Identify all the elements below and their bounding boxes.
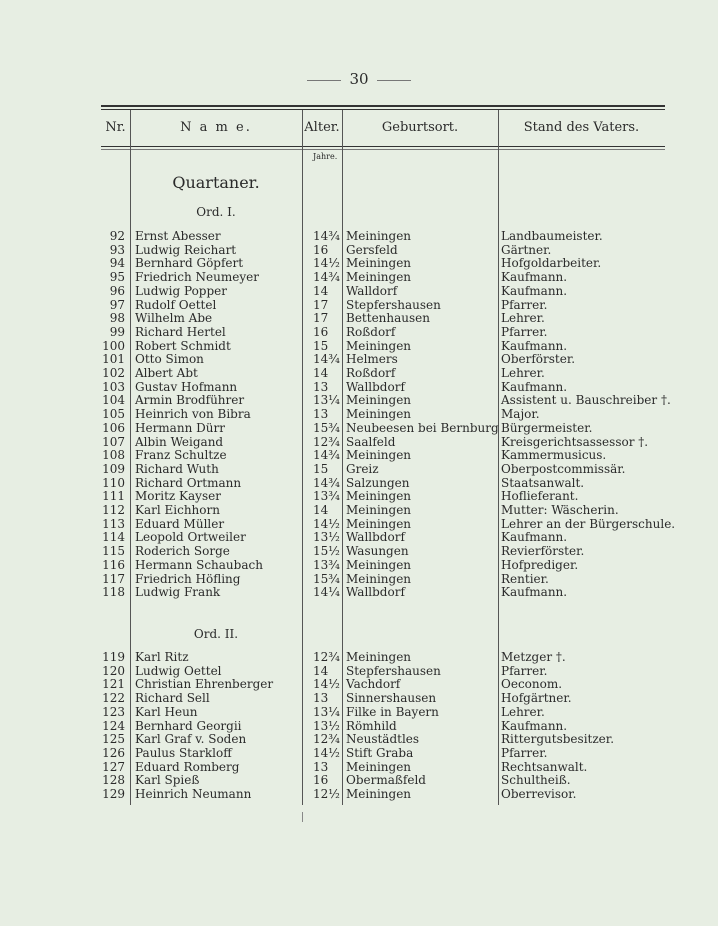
student-age: 14¾ <box>313 475 340 490</box>
student-name: Heinrich von Bibra <box>135 407 251 422</box>
student-age: 14 <box>313 503 329 517</box>
student-name: Paulus Starkloff <box>135 745 232 760</box>
class-title: Quartaner. <box>172 173 260 192</box>
student-name: Rudolf Oettel <box>135 297 217 312</box>
birthplace: Salzungen <box>346 475 410 490</box>
table-row <box>101 352 665 366</box>
father-occupation: Hofgärtner. <box>501 691 572 706</box>
row-number: 104 <box>102 393 125 408</box>
student-age: 13 <box>313 379 329 394</box>
row-number: 114 <box>102 530 125 545</box>
birthplace: Meiningen <box>346 557 412 572</box>
row-number: 111 <box>102 489 125 504</box>
father-occupation: Pfarrer. <box>501 324 548 339</box>
student-age: 14 <box>313 283 329 298</box>
father-occupation: Mutter: Wäscherin. <box>501 503 619 517</box>
header-name: N a m e. <box>180 120 252 135</box>
student-name: Ludwig Oettel <box>135 663 222 678</box>
student-age: 12¾ <box>313 650 340 664</box>
student-name: Karl Graf v. Soden <box>135 732 247 747</box>
birthplace: Meiningen <box>346 759 412 774</box>
birthplace: Roßdorf <box>346 366 396 380</box>
father-occupation: Kaufmann. <box>501 718 568 733</box>
birthplace: Stepfershausen <box>346 663 441 678</box>
birthplace: Obermaßfeld <box>346 773 426 788</box>
father-occupation: Kammermusicus. <box>501 448 607 463</box>
birthplace: Neubeesen bei Bernburg <box>346 420 499 435</box>
student-age: 14¼ <box>313 585 340 600</box>
father-occupation: Lehrer. <box>501 704 545 719</box>
birthplace: Saalfeld <box>346 434 396 449</box>
row-number: 126 <box>102 745 125 760</box>
birthplace: Meiningen <box>346 503 412 517</box>
student-name: Richard Wuth <box>135 461 219 476</box>
row-number: 110 <box>102 475 125 490</box>
row-number: 117 <box>102 571 125 586</box>
student-age: 13¼ <box>313 704 340 719</box>
table-row <box>101 284 665 298</box>
header-top-rule-thin <box>101 109 665 110</box>
birthplace: Meiningen <box>346 787 412 801</box>
row-number: 115 <box>102 544 125 559</box>
table-row <box>101 256 665 270</box>
table-row <box>101 585 665 599</box>
student-name: Bernhard Göpfert <box>135 256 244 271</box>
student-age: 15¾ <box>313 571 340 586</box>
student-age: 15¾ <box>313 420 340 435</box>
student-age: 16 <box>313 242 329 257</box>
table-row <box>101 243 665 257</box>
row-number: 99 <box>109 324 125 339</box>
row-number: 100 <box>102 338 125 353</box>
student-age: 13 <box>313 407 329 422</box>
table-row <box>101 719 665 733</box>
row-number: 122 <box>102 691 125 706</box>
row-number: 106 <box>102 420 125 435</box>
student-age: 14¾ <box>313 448 340 463</box>
father-occupation: Lehrer an der Bürgerschule. <box>501 516 676 531</box>
birthplace: Stift Graba <box>346 745 414 760</box>
row-number: 125 <box>102 732 125 747</box>
father-occupation: Rittergutsbesitzer. <box>501 732 615 747</box>
student-age: 15½ <box>313 544 340 559</box>
birthplace: Sinnershausen <box>346 691 437 706</box>
birthplace: Römhild <box>346 718 397 733</box>
father-occupation: Kaufmann. <box>501 338 568 353</box>
student-age: 13 <box>313 759 329 774</box>
father-occupation: Oberförster. <box>501 352 576 367</box>
student-age: 17 <box>313 311 329 326</box>
student-age: 12½ <box>313 787 340 801</box>
student-name: Leopold Ortweiler <box>135 530 246 545</box>
table-row <box>101 572 665 586</box>
row-number: 129 <box>102 787 125 801</box>
row-number: 98 <box>109 311 125 326</box>
student-name: Gustav Hofmann <box>135 379 238 394</box>
row-number: 93 <box>109 242 125 257</box>
row-number: 121 <box>102 677 125 692</box>
father-occupation: Oberpostcommissär. <box>501 461 626 476</box>
student-name: Ludwig Frank <box>135 585 221 600</box>
father-occupation: Rentier. <box>501 571 549 586</box>
student-name: Otto Simon <box>135 352 204 367</box>
student-name: Eduard Romberg <box>135 759 240 774</box>
father-occupation: Lehrer. <box>501 366 545 380</box>
birthplace: Meiningen <box>346 448 412 463</box>
student-age: 14¾ <box>313 352 340 367</box>
table-row <box>101 311 665 325</box>
row-number: 128 <box>102 773 125 788</box>
birthplace: Greiz <box>346 461 379 476</box>
header-geburtsort: Geburtsort. <box>381 120 459 135</box>
father-occupation: Pfarrer. <box>501 745 548 760</box>
table-row <box>101 558 665 572</box>
father-occupation: Bürgermeister. <box>501 420 593 435</box>
student-name: Roderich Sorge <box>135 544 230 559</box>
birthplace: Vachdorf <box>346 677 401 692</box>
table-row <box>101 421 665 435</box>
table-row <box>101 705 665 719</box>
student-age: 14¾ <box>313 229 340 243</box>
row-number: 108 <box>102 448 125 463</box>
student-name: Wilhelm Abe <box>135 311 213 326</box>
table-row <box>101 270 665 284</box>
table-row <box>101 677 665 691</box>
birthplace: Meiningen <box>346 393 412 408</box>
birthplace: Stepfershausen <box>346 297 441 312</box>
bottom-mark <box>302 812 303 822</box>
section-label-ord-2: Ord. II. <box>193 627 239 641</box>
student-name: Ludwig Popper <box>135 283 227 298</box>
birthplace: Wallbdorf <box>346 585 405 600</box>
student-age: 13¾ <box>313 489 340 504</box>
birthplace: Filke in Bayern <box>346 704 439 719</box>
student-name: Karl Ritz <box>135 650 189 664</box>
birthplace: Meiningen <box>346 571 412 586</box>
student-age: 13¾ <box>313 557 340 572</box>
student-name: Hermann Schaubach <box>135 557 263 572</box>
row-number: 112 <box>102 503 125 517</box>
student-age: 14 <box>313 366 329 380</box>
father-occupation: Kaufmann. <box>501 585 568 600</box>
birthplace: Roßdorf <box>346 324 396 339</box>
page-number-right-ornament <box>377 80 411 81</box>
header-bottom-rule <box>101 146 665 147</box>
student-age: 13 <box>313 691 329 706</box>
header-bottom-rule-thin <box>101 149 665 150</box>
table-row <box>101 732 665 746</box>
row-number: 103 <box>102 379 125 394</box>
father-occupation: Major. <box>501 407 540 422</box>
row-number: 105 <box>102 407 125 422</box>
table-row <box>101 691 665 705</box>
birthplace: Meiningen <box>346 229 412 243</box>
student-age: 15 <box>313 461 329 476</box>
student-age: 15 <box>313 338 329 353</box>
birthplace: Helmers <box>346 352 398 367</box>
father-occupation: Gärtner. <box>501 242 552 257</box>
row-number: 123 <box>102 704 125 719</box>
table-row <box>101 530 665 544</box>
father-occupation: Assistent u. Bauschreiber †. <box>501 393 671 408</box>
birthplace: Neustädtles <box>346 732 420 747</box>
birthplace: Walldorf <box>346 283 398 298</box>
table-row <box>101 435 665 449</box>
student-name: Karl Spieß <box>135 773 200 788</box>
student-age: 13½ <box>313 718 340 733</box>
student-age: 13½ <box>313 530 340 545</box>
row-number: 120 <box>102 663 125 678</box>
row-number: 127 <box>102 759 125 774</box>
student-age: 17 <box>313 297 329 312</box>
table-row <box>101 325 665 339</box>
table-row <box>101 407 665 421</box>
row-number: 95 <box>109 270 125 285</box>
father-occupation: Revierförster. <box>501 544 585 559</box>
student-age: 13¼ <box>313 393 340 408</box>
table-row <box>101 366 665 380</box>
row-number: 107 <box>102 434 125 449</box>
student-name: Eduard Müller <box>135 516 225 531</box>
father-occupation: Oberrevisor. <box>501 787 577 801</box>
table-row <box>101 448 665 462</box>
row-number: 94 <box>109 256 125 271</box>
father-occupation: Schultheiß. <box>501 773 571 788</box>
father-occupation: Oeconom. <box>501 677 563 692</box>
table-row <box>101 746 665 760</box>
father-occupation: Kreisgerichtsassessor †. <box>501 434 649 449</box>
father-occupation: Landbaumeister. <box>501 229 603 243</box>
birthplace: Wallbdorf <box>346 530 405 545</box>
birthplace: Bettenhausen <box>346 311 430 326</box>
father-occupation: Kaufmann. <box>501 530 568 545</box>
table-row <box>101 787 665 801</box>
student-age: 14¾ <box>313 270 340 285</box>
student-name: Moritz Kayser <box>135 489 221 504</box>
student-age: 14 <box>313 663 329 678</box>
student-name: Heinrich Neumann <box>135 787 252 801</box>
header-nr: Nr. <box>105 120 126 135</box>
page-number-left-ornament <box>307 80 341 81</box>
father-occupation: Kaufmann. <box>501 283 568 298</box>
birthplace: Meiningen <box>346 650 412 664</box>
page-number: 30 <box>0 70 718 88</box>
row-number: 102 <box>102 366 125 380</box>
table-row <box>101 380 665 394</box>
table-row <box>101 664 665 678</box>
birthplace: Meiningen <box>346 489 412 504</box>
birthplace: Wallbdorf <box>346 379 405 394</box>
row-number: 118 <box>102 585 125 600</box>
student-name: Franz Schultze <box>135 448 227 463</box>
row-number: 101 <box>102 352 125 367</box>
table-row <box>101 462 665 476</box>
table-row <box>101 503 665 517</box>
student-age: 16 <box>313 324 329 339</box>
father-occupation: Kaufmann. <box>501 270 568 285</box>
table-row <box>101 650 665 664</box>
table-row <box>101 760 665 774</box>
father-occupation: Hofprediger. <box>501 557 579 572</box>
student-name: Richard Ortmann <box>135 475 242 490</box>
student-name: Christian Ehrenberger <box>135 677 274 692</box>
student-name: Karl Heun <box>135 704 198 719</box>
student-age: 14½ <box>313 256 340 271</box>
student-name: Richard Hertel <box>135 324 226 339</box>
table-row <box>101 298 665 312</box>
father-occupation: Pfarrer. <box>501 663 548 678</box>
student-name: Bernhard Georgii <box>135 718 242 733</box>
birthplace: Meiningen <box>346 338 412 353</box>
student-age: 14½ <box>313 745 340 760</box>
student-name: Ludwig Reichart <box>135 242 237 257</box>
table-row <box>101 544 665 558</box>
birthplace: Gersfeld <box>346 242 398 257</box>
student-age: 12¾ <box>313 434 340 449</box>
student-name: Richard Sell <box>135 691 210 706</box>
father-occupation: Metzger †. <box>501 650 566 664</box>
student-name: Hermann Dürr <box>135 420 225 435</box>
student-age: 14½ <box>313 516 340 531</box>
row-number: 124 <box>102 718 125 733</box>
table-row <box>101 516 676 531</box>
father-occupation: Rechtsanwalt. <box>501 759 588 774</box>
father-occupation: Staatsanwalt. <box>501 475 585 490</box>
row-number: 97 <box>109 297 125 312</box>
table-row <box>101 339 665 353</box>
table-row <box>101 476 665 490</box>
father-occupation: Pfarrer. <box>501 297 548 312</box>
header-stand: Stand des Vaters. <box>523 120 640 135</box>
father-occupation: Hofgoldarbeiter. <box>501 256 602 271</box>
student-age: 16 <box>313 773 329 788</box>
section-label-ord-1: Ord. I. <box>196 205 236 219</box>
student-name: Albin Weigand <box>135 434 224 449</box>
birthplace: Meiningen <box>346 270 412 285</box>
birthplace: Meiningen <box>346 516 412 531</box>
student-age: 14½ <box>313 677 340 692</box>
birthplace: Meiningen <box>346 256 412 271</box>
header-top-rule <box>101 105 665 107</box>
student-name: Friedrich Neumeyer <box>135 270 259 285</box>
student-age: 12¾ <box>313 732 340 747</box>
age-unit-label: Jahre. <box>313 152 338 161</box>
student-name: Robert Schmidt <box>135 338 231 353</box>
row-number: 116 <box>102 557 125 572</box>
row-number: 113 <box>102 516 125 531</box>
student-name: Friedrich Höfling <box>135 571 241 586</box>
table-row <box>101 393 671 408</box>
birthplace: Meiningen <box>346 407 412 422</box>
birthplace: Wasungen <box>346 544 409 559</box>
table-row <box>101 229 665 243</box>
row-number: 96 <box>109 283 125 298</box>
table-row <box>101 773 665 787</box>
father-occupation: Hoflieferant. <box>501 489 579 504</box>
student-name: Armin Brodführer <box>135 393 245 408</box>
table-row <box>101 489 665 503</box>
row-number: 119 <box>102 650 125 664</box>
header-alter: Alter. <box>304 120 340 135</box>
row-number: 109 <box>102 461 125 476</box>
student-name: Ernst Abesser <box>135 229 221 243</box>
father-occupation: Kaufmann. <box>501 379 568 394</box>
row-number: 92 <box>109 229 125 243</box>
father-occupation: Lehrer. <box>501 311 545 326</box>
student-name: Karl Eichhorn <box>135 503 220 517</box>
student-name: Albert Abt <box>135 366 198 380</box>
